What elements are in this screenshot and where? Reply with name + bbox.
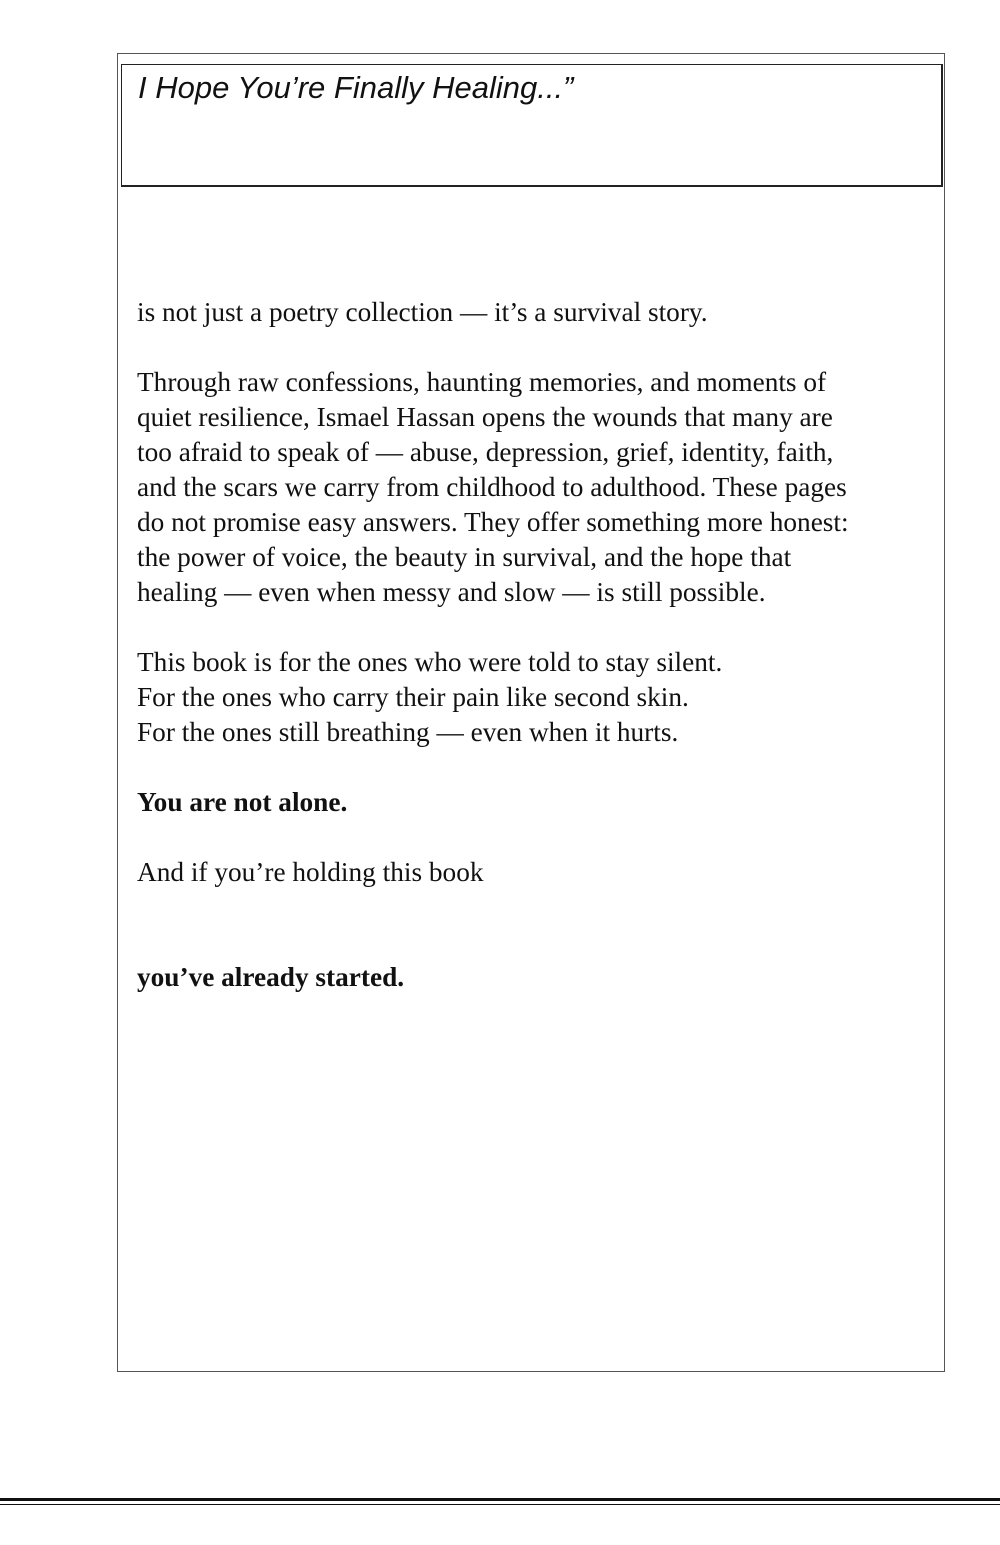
intro-line: is not just a poetry collection — it’s a survival story. bbox=[137, 297, 708, 327]
not-alone-line: You are not alone. bbox=[137, 787, 348, 817]
description-line: do not promise easy answers. They offer something more honest: bbox=[137, 507, 849, 537]
closing-line: you’ve already started. bbox=[137, 962, 405, 992]
bottom-rule bbox=[0, 1498, 1000, 1501]
holding-line: And if you’re holding this book bbox=[137, 857, 484, 887]
description-line: too afraid to speak of — abuse, depression, grief, identity, faith, bbox=[137, 437, 834, 467]
description-line: Through raw confessions, haunting memories, and moments of bbox=[137, 367, 827, 397]
dedication-line: For the ones still breathing — even when it hurts. bbox=[137, 717, 679, 747]
description-line: the power of voice, the beauty in survival, and the hope that bbox=[137, 542, 792, 572]
description-line: and the scars we carry from childhood to adulthood. These pages bbox=[137, 472, 847, 502]
description-line: quiet resilience, Ismael Hassan opens the wounds that many are bbox=[137, 402, 833, 432]
title-box bbox=[121, 64, 943, 187]
dedication-line: This book is for the ones who were told to stay silent. bbox=[137, 647, 723, 677]
blurb-text bbox=[137, 295, 937, 995]
dedication-line: For the ones who carry their pain like second skin. bbox=[137, 682, 689, 712]
description-line: healing — even when messy and slow — is still possible. bbox=[137, 577, 766, 607]
book-title: I Hope You’re Finally Healing...” bbox=[138, 70, 574, 105]
bottom-rule-thin bbox=[0, 1504, 1000, 1505]
